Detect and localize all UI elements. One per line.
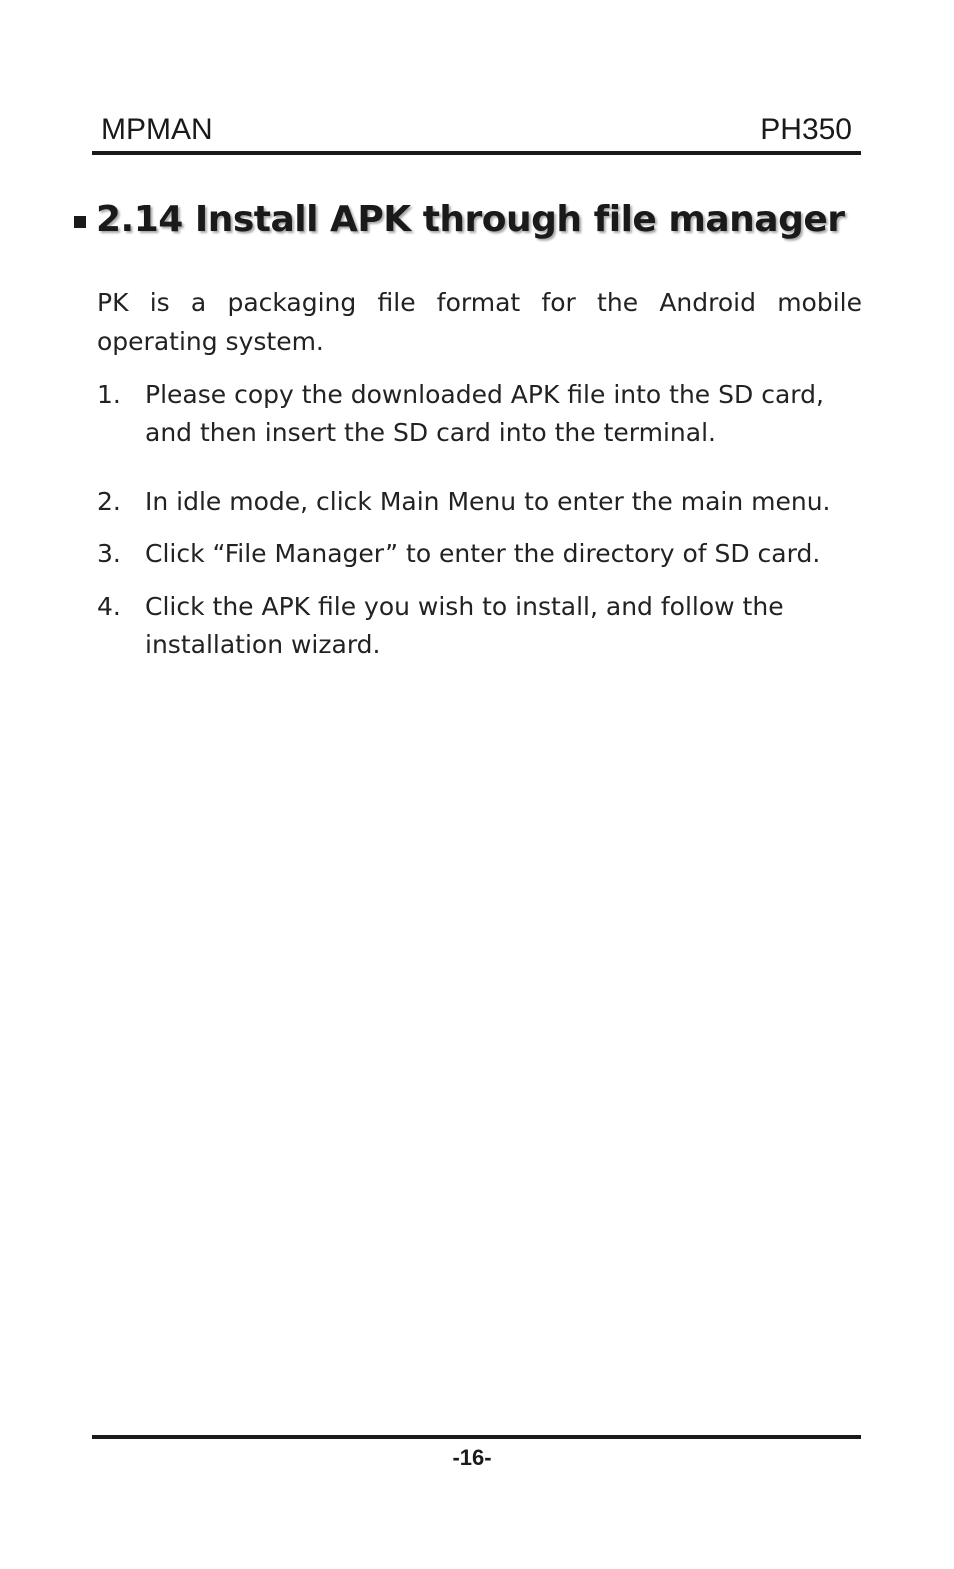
step-item — [97, 376, 867, 452]
step-number: 2. — [97, 487, 121, 516]
intro-paragraph: PK is a packaging file format for the Android mobile operating system. — [97, 288, 862, 356]
page-number: -16- — [452, 1445, 492, 1470]
step-text: Please copy the downloaded APK file into the SD card, and then insert the SD card into the terminal. — [145, 380, 824, 447]
step-text: In idle mode, click Main Menu to enter the main menu. — [145, 487, 831, 516]
step-text: Click the APK file you wish to install, and follow the installation wizard. — [145, 592, 784, 659]
step-number: 4. — [97, 592, 121, 621]
step-item — [97, 588, 867, 664]
header-divider — [92, 151, 861, 155]
header-brand: MPMAN — [101, 113, 213, 146]
section-heading — [74, 192, 845, 248]
header-model: PH350 — [760, 113, 852, 146]
step-item — [97, 483, 867, 521]
square-bullet-icon — [74, 216, 86, 228]
step-text: Click “File Manager” to enter the directory of SD card. — [145, 539, 821, 568]
step-number: 1. — [97, 380, 121, 409]
footer-divider — [92, 1435, 861, 1439]
step-item — [97, 535, 867, 573]
page-header — [92, 108, 861, 152]
section-title: 2.14 Install APK through file manager — [96, 199, 845, 240]
step-number: 3. — [97, 539, 121, 568]
